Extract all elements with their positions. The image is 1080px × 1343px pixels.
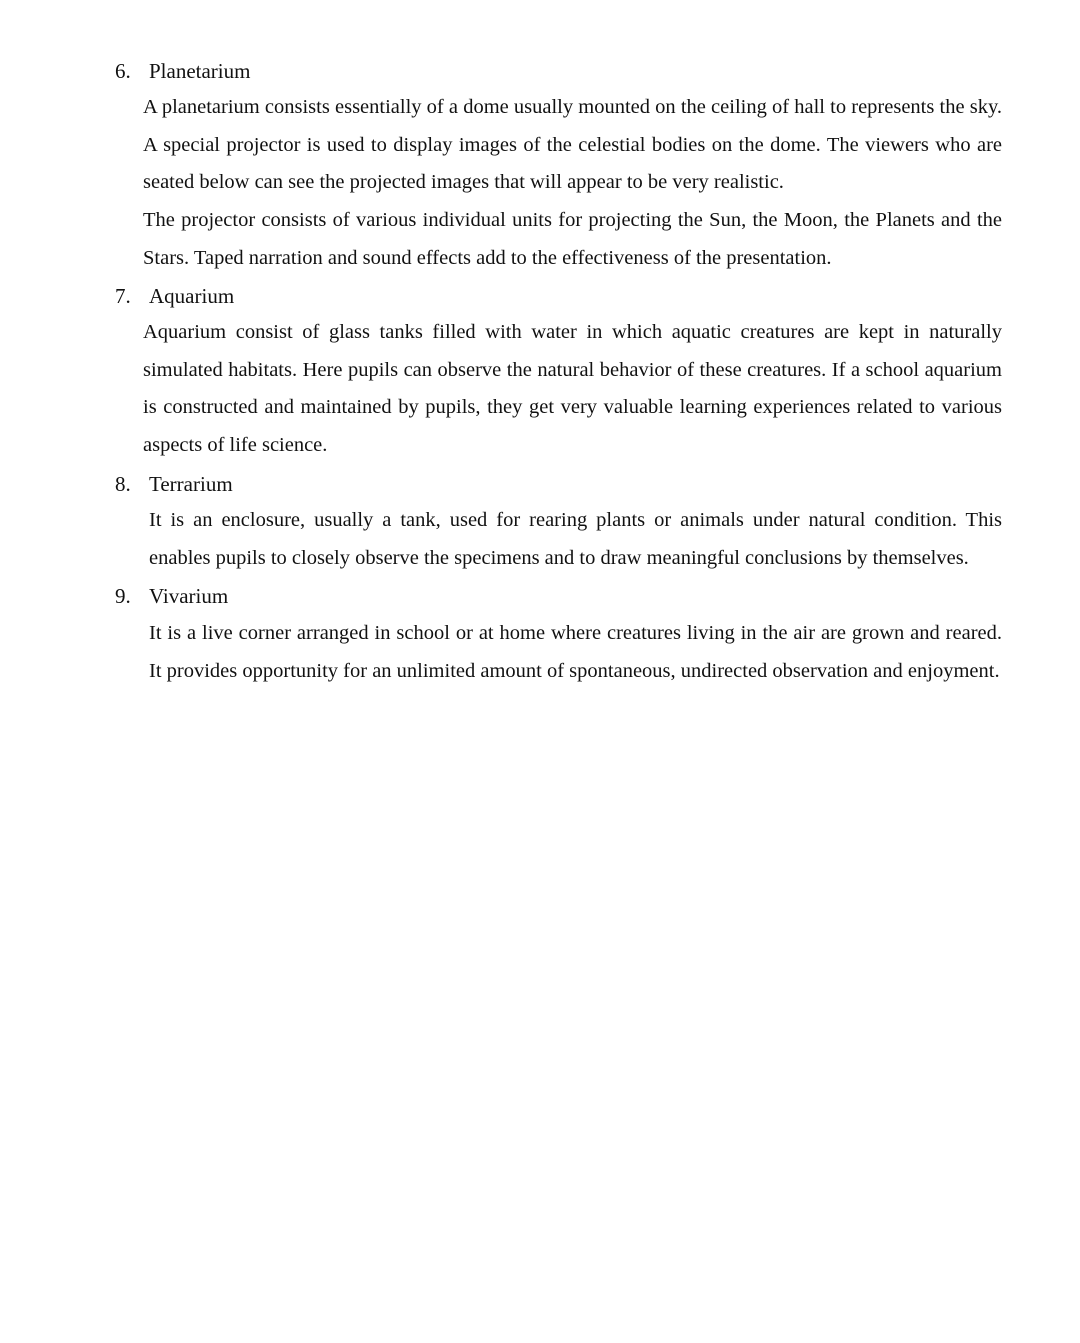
paragraph-planetarium-2: The projector consists of various individual units for projecting the Sun, the Moon, the Planets and the Stars. Taped narration and sound effects add to the effectiveness of the presentation. [143, 209, 1002, 269]
section-heading-vivarium [115, 584, 228, 608]
section-title: Vivarium [149, 584, 229, 608]
section-heading-aquarium [115, 284, 234, 308]
section-number: 6. [115, 59, 131, 83]
paragraph-aquarium: Aquarium consist of glass tanks filled with water in which aquatic creatures are kept in naturally simulated habitats. Here pupils can observe the natural behavior of these creatures. If a school aquarium is constructed and maintained by pupils, they get very valuable learning experiences related to various aspects of life science. [143, 321, 1002, 456]
paragraph-vivarium: It is a live corner arranged in school or at home where creatures living in the air are grown and reared. It provides opportunity for an unlimited amount of spontaneous, undirected observation and enjoyment. [149, 622, 1002, 682]
section-title: Planetarium [149, 59, 251, 83]
section-title: Aquarium [149, 284, 235, 308]
section-heading-planetarium [115, 59, 250, 83]
section-title: Terrarium [149, 472, 233, 496]
section-number: 9. [115, 584, 131, 608]
paragraph-planetarium-1: A planetarium consists essentially of a dome usually mounted on the ceiling of hall to represents the sky. A special projector is used to display images of the celestial bodies on the dome. The viewers who are seated below can see the projected images that will appear to be very realistic. [143, 96, 1002, 193]
section-heading-terrarium [115, 472, 233, 496]
section-number: 8. [115, 472, 131, 496]
section-number: 7. [115, 284, 131, 308]
paragraph-terrarium: It is an enclosure, usually a tank, used for rearing plants or animals under natural condition. This enables pupils to closely observe the specimens and to draw meaningful conclusions by themselves. [149, 509, 1002, 569]
